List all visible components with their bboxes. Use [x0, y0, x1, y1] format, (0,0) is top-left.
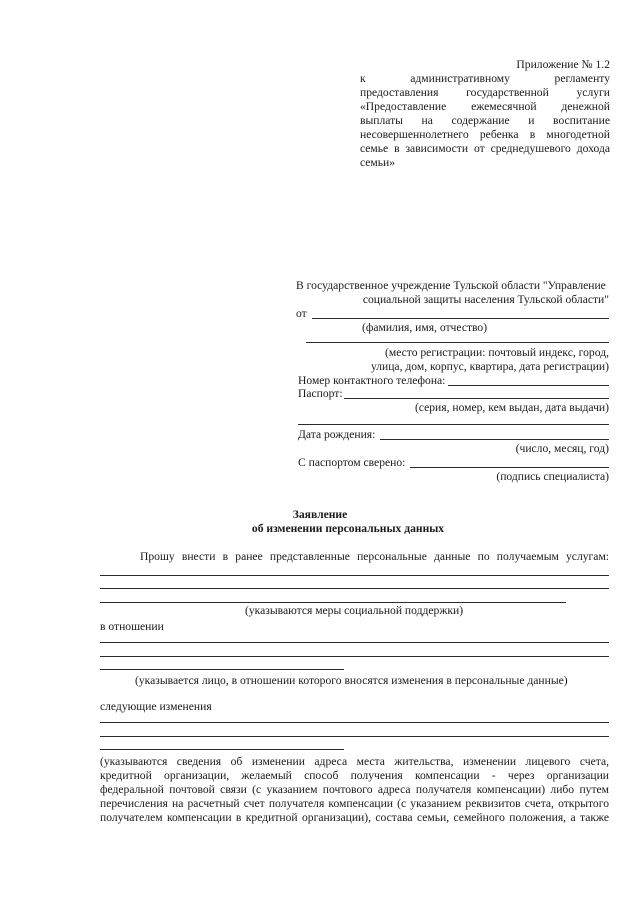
- statement-subtitle: об изменении персональных данных: [251, 522, 445, 535]
- statement-title: Заявление: [292, 508, 348, 521]
- phone-line[interactable]: [448, 385, 609, 386]
- measures-line-3[interactable]: [100, 602, 566, 603]
- request-text: Прошу внести в ранее представленные персональные данные по получаемым услугам:: [140, 550, 609, 563]
- appendix-line-6: семье в зависимости от среднедушевого дохода: [360, 142, 610, 155]
- birth-label: Дата рождения:: [298, 428, 376, 441]
- measures-caption: (указываются меры социальной поддержки): [245, 604, 464, 617]
- address-line[interactable]: [306, 342, 609, 343]
- appendix-line-4: выплаты на содержание и воспитание: [360, 114, 610, 127]
- addressee-line-2: социальной защиты населения Тульской области": [362, 293, 609, 306]
- explanation-line-3: федеральной почтовой связи (с указанием почтового адреса получателя компенсации) либо путем: [100, 783, 609, 796]
- verified-line[interactable]: [410, 467, 609, 468]
- fio-caption: (фамилия, имя, отчество): [362, 321, 488, 334]
- changes-label: следующие изменения: [100, 700, 212, 713]
- birth-caption: (число, месяц, год): [515, 442, 609, 455]
- explanation-line-2: кредитной организации, желаемый способ получения компенсации - через организации: [100, 769, 609, 782]
- person-caption: (указывается лицо, в отношении которого вносятся изменения в персональные данные): [135, 674, 568, 687]
- appendix-line-1: к административному регламенту: [360, 72, 610, 85]
- measures-line-1[interactable]: [100, 575, 609, 576]
- appendix-line-3: «Предоставление ежемесячной денежной: [360, 100, 610, 113]
- addressee-line-1: В государственное учреждение Тульской области "Управление: [296, 279, 606, 292]
- address-caption-2: улица, дом, корпус, квартира, дата регистрации): [370, 360, 609, 373]
- explanation-line-4: перечисления на расчетный счет получателя компенсации (с указанием реквизитов счета, открытого: [100, 797, 609, 810]
- passport-line[interactable]: [344, 398, 609, 399]
- phone-label: Номер контактного телефона:: [298, 374, 446, 387]
- person-line-1[interactable]: [100, 642, 609, 643]
- verified-label: С паспортом сверено:: [298, 456, 406, 469]
- person-line-2[interactable]: [100, 656, 609, 657]
- from-label: от: [296, 307, 307, 320]
- changes-line-3[interactable]: [100, 749, 344, 750]
- regarding-label: в отношении: [100, 620, 164, 633]
- measures-line-2[interactable]: [100, 588, 609, 589]
- appendix-title: Приложение № 1.2: [516, 58, 610, 71]
- birth-line[interactable]: [380, 439, 609, 440]
- fio-line[interactable]: [312, 318, 609, 319]
- appendix-line-5: несовершеннолетнего ребенка в многодетной: [360, 128, 610, 141]
- verified-caption: (подпись специалиста): [496, 470, 609, 483]
- appendix-line-7: семьи»: [360, 156, 396, 169]
- appendix-line-2: предоставления государственной услуги: [360, 86, 610, 99]
- explanation-line-5: получателем компенсации в кредитной организации), состава семьи, семейного положения, а также: [100, 811, 609, 824]
- address-caption-1: (место регистрации: почтовый индекс, город,: [385, 346, 609, 359]
- passport-label: Паспорт:: [298, 387, 343, 400]
- explanation-line-1: (указываются сведения об изменении адреса места жительства, изменении лицевого счета,: [100, 755, 609, 768]
- person-line-3[interactable]: [100, 669, 344, 670]
- changes-line-2[interactable]: [100, 736, 609, 737]
- changes-line-1[interactable]: [100, 722, 609, 723]
- passport-caption: (серия, номер, кем выдан, дата выдачи): [414, 401, 609, 414]
- passport-line-2[interactable]: [298, 424, 609, 425]
